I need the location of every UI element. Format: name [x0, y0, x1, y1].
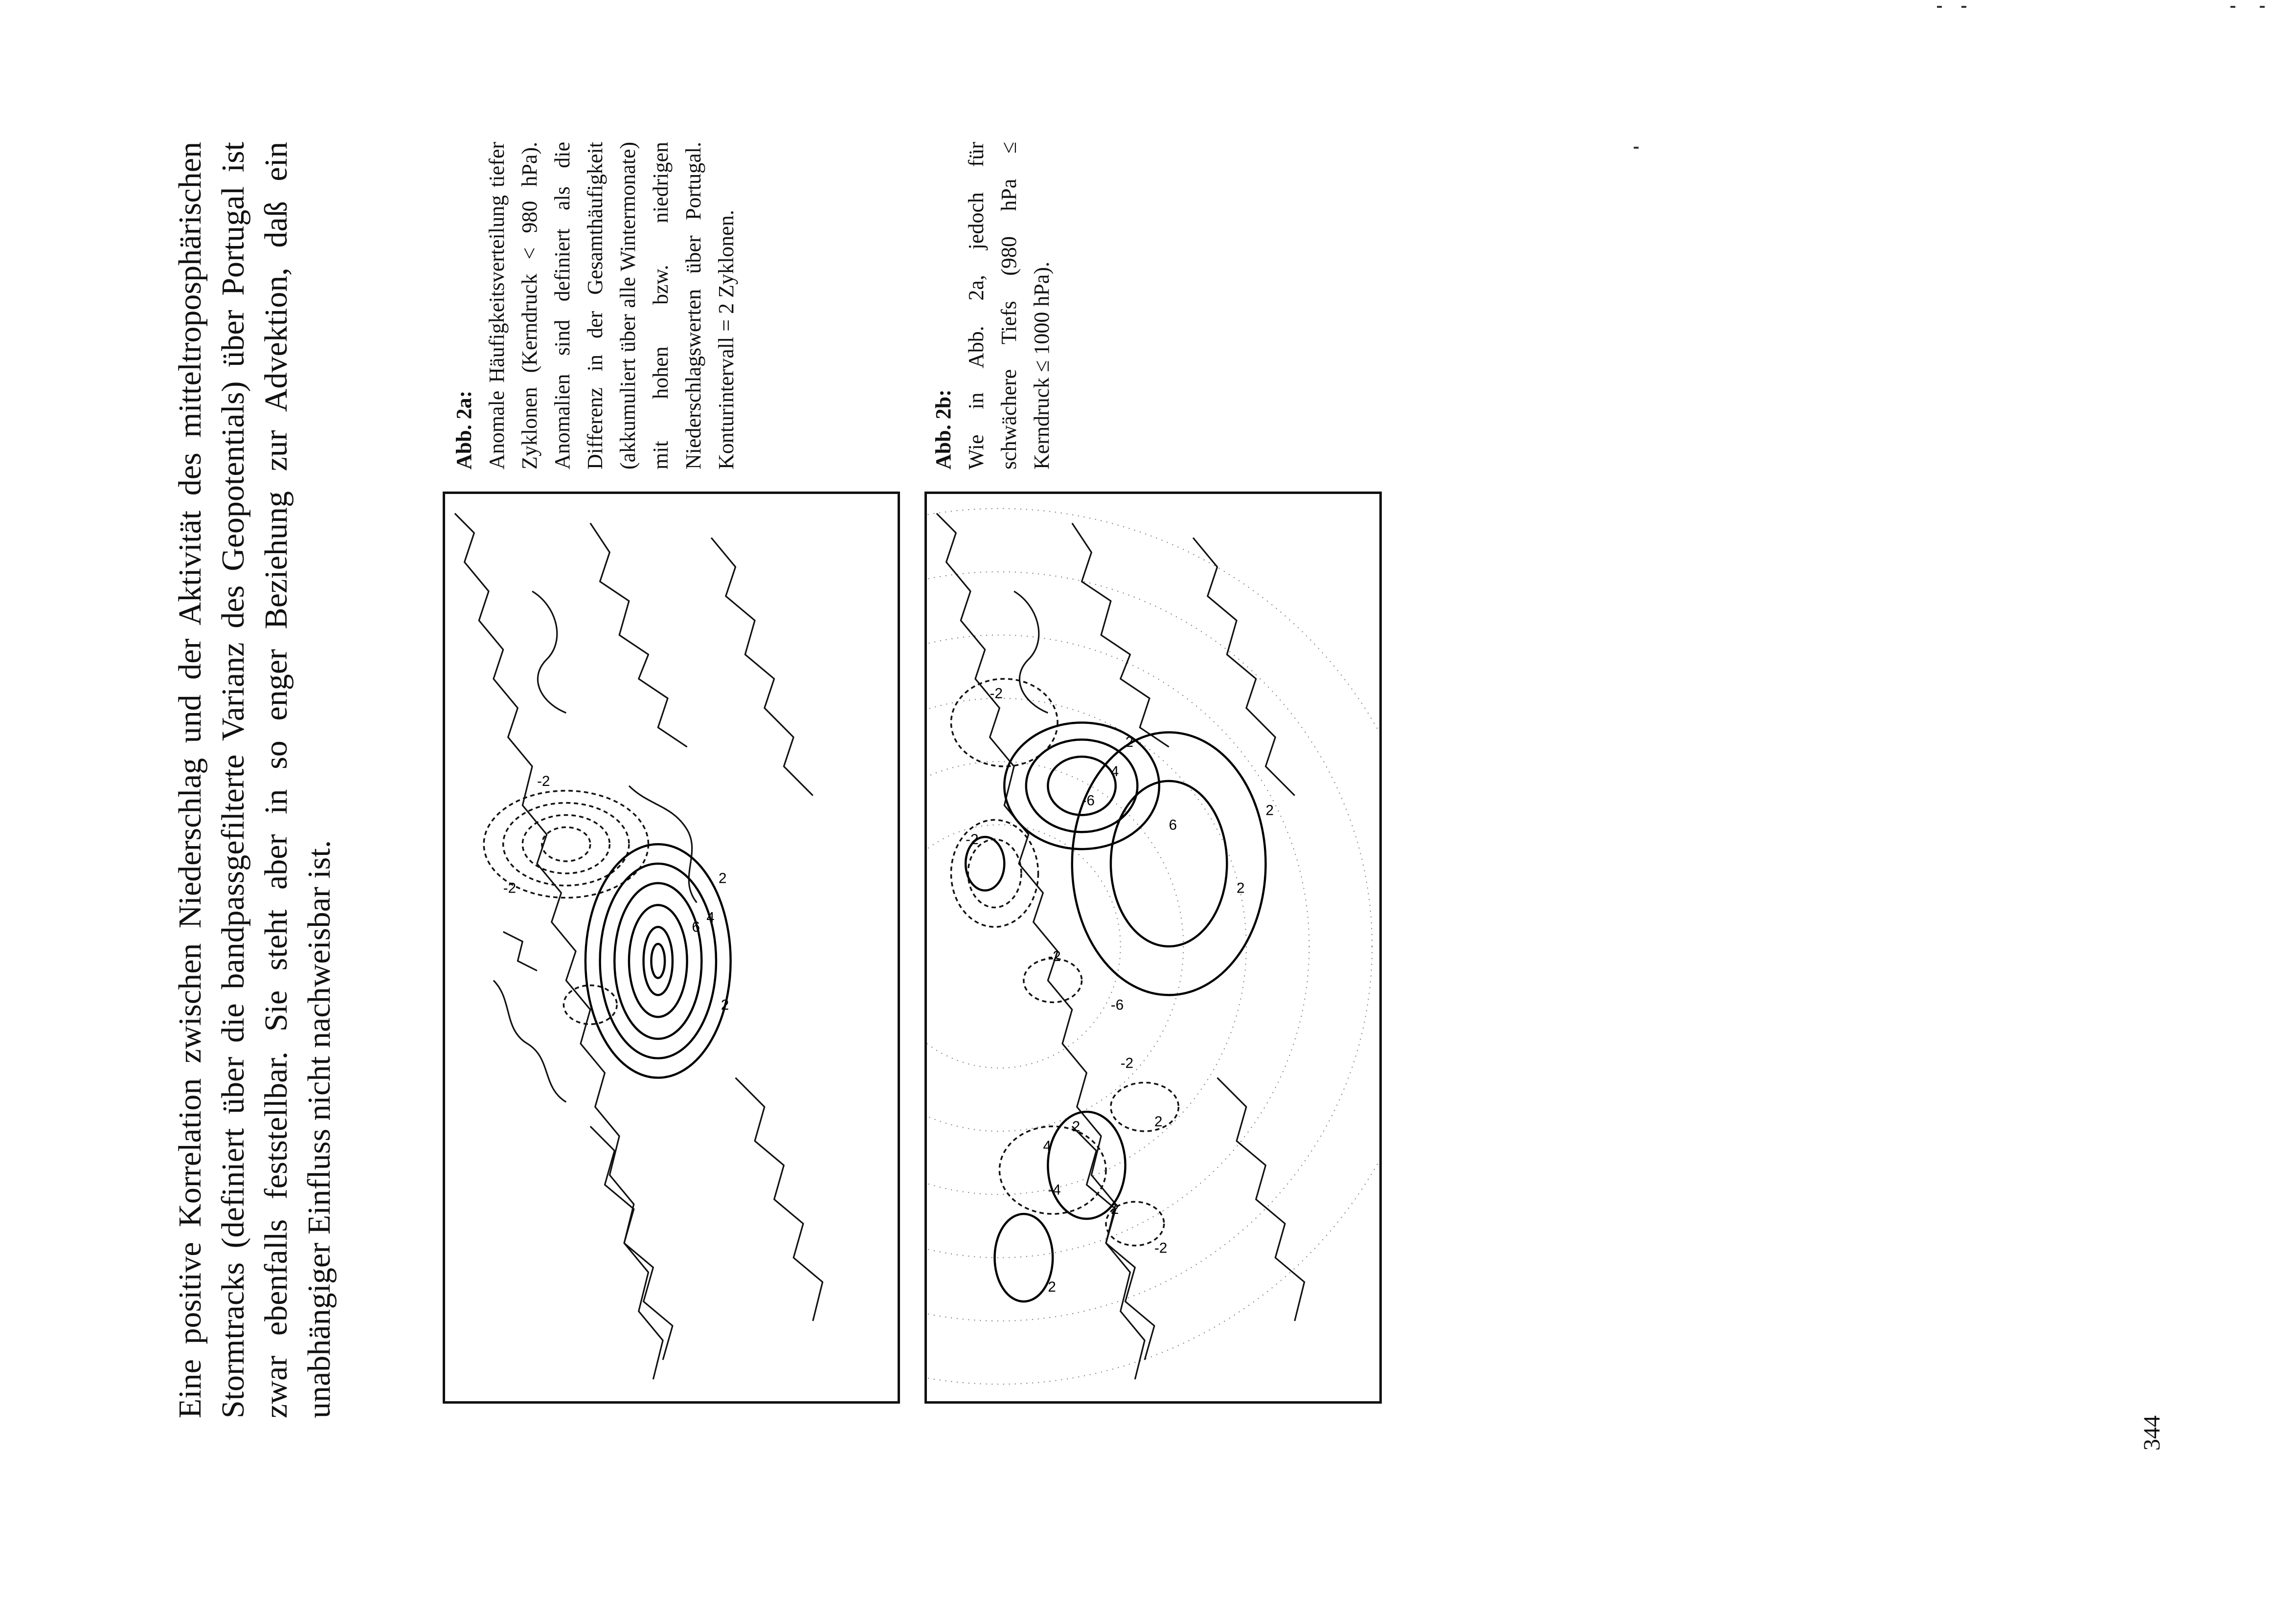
scan-speck: [2260, 6, 2265, 8]
contour-label: 2: [1048, 1279, 1056, 1296]
scan-speck: [1634, 147, 1639, 149]
contour-label: 2: [1265, 802, 1274, 819]
scan-speck: [1937, 6, 1942, 8]
contour-label: -2: [1048, 948, 1061, 964]
figure-2a-caption-text: Anomale Häufigkeitsverteilung tiefer Zyklonen (Kerndruck < 980 hPa). Anomalien sind definiert als die Differenz in der Gesamthäufigkeit (akkumuliert über alle Wintermonate) mit hohen bzw. niedrigen Niederschlagswerten über Portugal. Konturintervall = 2 Zyklonen.: [485, 142, 738, 470]
figure-2a-title: Abb. 2a:: [452, 390, 476, 470]
coastline: [590, 1126, 673, 1360]
figure-2b-caption: [927, 142, 1083, 470]
contour-label: 2: [1154, 1113, 1163, 1130]
contour-label: 2: [1237, 880, 1245, 896]
contour-positive: [585, 844, 731, 1077]
contour-negative: [522, 815, 609, 873]
contour-label: -2: [990, 685, 1003, 702]
contour-label: 4: [706, 909, 715, 926]
latitude-circle: [927, 635, 1309, 1257]
figure-2b-map-svg: [927, 494, 1379, 1401]
contour-label: -6: [1081, 792, 1095, 809]
coastline: [1217, 1078, 1305, 1321]
contour-label: 2: [720, 997, 729, 1013]
contour-negative: [968, 839, 1021, 907]
contour-negative: [1111, 1083, 1179, 1131]
coastline: [736, 1078, 823, 1321]
figure-2b-caption-text: Wie in Abb. 2a, jedoch für schwächere Tiefs (980 hPa ≤ Kerndruck ≤ 1000 hPa).: [964, 142, 1054, 470]
coastline: [1014, 591, 1048, 713]
coastline: [711, 538, 813, 796]
contour-label: 2: [1072, 1118, 1080, 1135]
figure-2a-map-svg: [445, 494, 898, 1401]
contour-label: 6: [1169, 817, 1177, 833]
contour-label: -2: [966, 831, 979, 848]
contour-label: -6: [1110, 997, 1124, 1013]
contour-label: 2: [1125, 734, 1134, 751]
contour-label: -2: [1120, 1055, 1134, 1072]
latitude-circle: [927, 761, 1183, 1131]
coastline: [1193, 538, 1295, 796]
contour-positive: [651, 944, 665, 978]
latitude-circle: [927, 572, 1372, 1321]
contour-label: 6: [692, 919, 700, 936]
figure-2a-caption: [448, 142, 849, 470]
contour-label: -2: [503, 880, 517, 896]
contour-positive: [629, 905, 687, 1017]
contour-label: 4: [1043, 1138, 1051, 1154]
contour-label: -2: [1154, 1240, 1168, 1256]
contour-label: 4: [1110, 763, 1119, 780]
scan-speck: [1961, 6, 1966, 8]
coastline: [590, 523, 687, 747]
latitude-circle: [927, 825, 1121, 1068]
coastline: [1072, 523, 1169, 747]
figure-2a-map: [443, 492, 900, 1404]
contour-negative: [951, 820, 1038, 927]
contour-positive: [644, 927, 673, 995]
figure-2b-map: [924, 492, 1382, 1404]
contour-positive: [1111, 781, 1227, 946]
latitude-circle: [927, 698, 1246, 1195]
contour-label: 2: [1110, 1201, 1119, 1218]
contour-positive: [1072, 732, 1266, 995]
scan-speck: [2230, 6, 2235, 8]
figure-2b-title: Abb. 2b:: [931, 389, 955, 470]
contour-label: -2: [537, 773, 550, 789]
contour-positive: [614, 883, 701, 1039]
contour-positive: [600, 864, 716, 1058]
coastline: [494, 981, 566, 1102]
contour-label: 2: [718, 870, 727, 887]
contour-positive: [1004, 722, 1159, 849]
page-number: 344: [2139, 1415, 2165, 1451]
body-paragraph: Eine positive Korrelation zwischen Niederschlag und der Aktivität des mitteltroposphärischen Stormtracks (definiert über die bandpassgefilterte Varianz des Geopotentials) über Portugal ist zwar ebenfalls feststellbar. Sie steht aber in so enger Beziehung zur Advektion, daß ein unabhängiger Einfluss nicht nachweisbar ist.: [172, 142, 337, 1418]
coastline: [503, 932, 537, 971]
coastline: [532, 591, 566, 713]
contour-label: -4: [1048, 1182, 1061, 1198]
coastline: [1072, 1126, 1154, 1360]
contour-negative: [542, 827, 590, 861]
